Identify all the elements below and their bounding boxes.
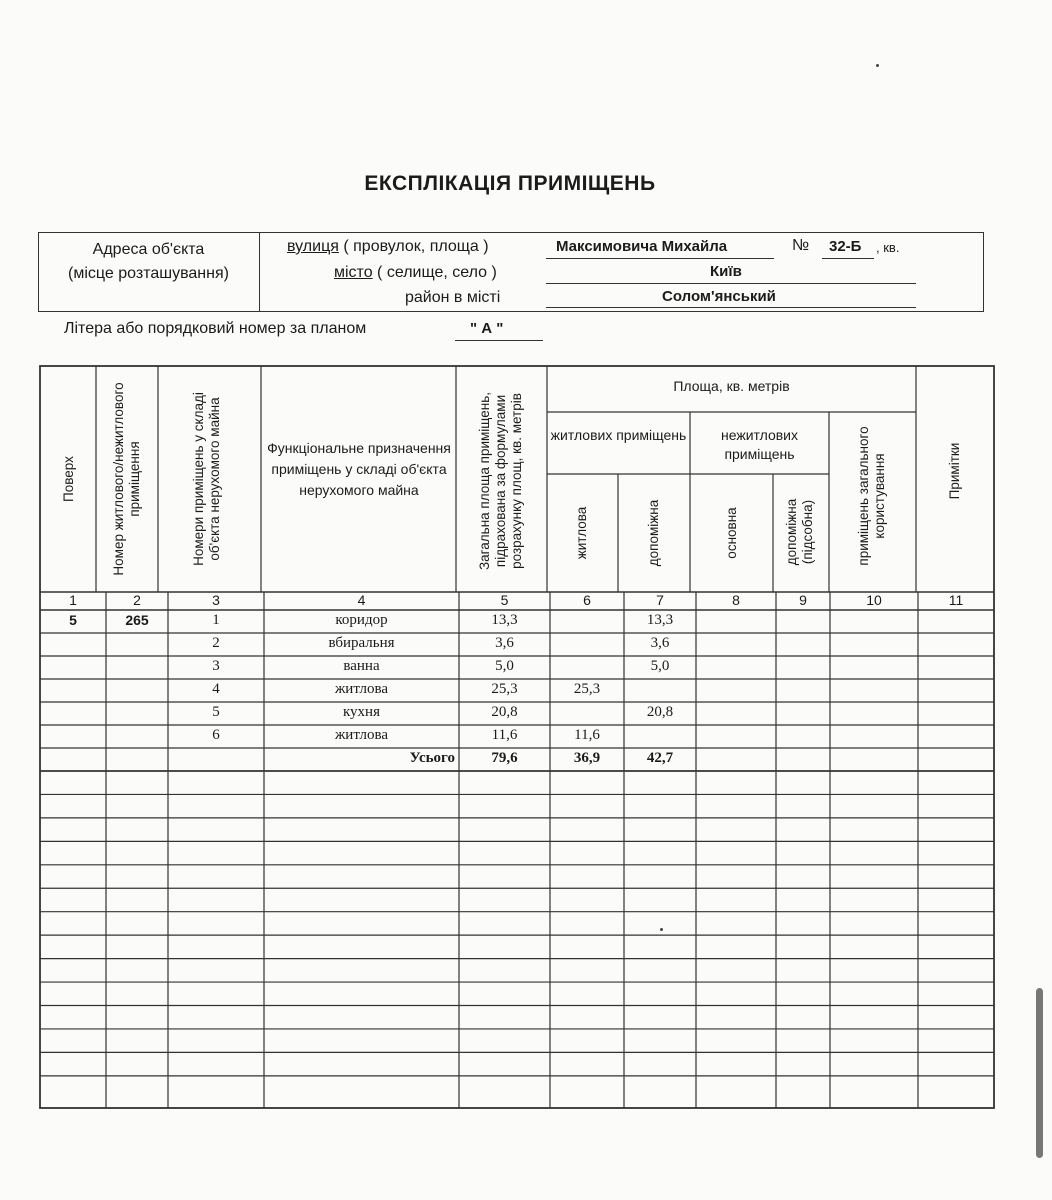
scrollbar-thumb[interactable]: [1036, 988, 1043, 1158]
apartment-label: , кв.: [876, 240, 900, 255]
room-number-cell: 6: [212, 727, 220, 743]
city-label: [334, 264, 497, 282]
street-value: Максимовича Михайла: [556, 238, 728, 255]
floor-cell: 5: [69, 612, 77, 628]
total-area-cell: 11,6: [491, 727, 518, 743]
number-label: №: [792, 237, 810, 254]
function-cell: житлова: [334, 727, 389, 743]
column-number: 11: [948, 592, 964, 608]
function-cell: кухня: [342, 704, 380, 720]
total-area-cell: 13,3: [491, 612, 518, 628]
header-residential-group: житлових приміщень: [550, 427, 687, 443]
city-underline: [546, 283, 916, 284]
street-underline: [546, 258, 774, 259]
function-cell: житлова: [334, 681, 389, 697]
residential-area-cell: 25,3: [573, 681, 601, 697]
number-value: 32-Б: [829, 238, 862, 255]
auxiliary-area-cell: 13,3: [646, 612, 674, 628]
header-notes: Примітки: [947, 442, 962, 500]
column-number: 4: [357, 592, 366, 608]
residential-area-cell: 11,6: [574, 727, 600, 743]
column-number: 9: [799, 592, 807, 608]
total-area-cell: 5,0: [495, 658, 514, 674]
room-number-cell: 1: [212, 612, 220, 628]
column-number: 5: [500, 592, 509, 608]
column-number: 6: [583, 592, 591, 608]
street-label-underlined: вулиця: [287, 238, 339, 255]
auxiliary-area-cell: 5,0: [650, 658, 670, 674]
header-room-numbers: Номери приміщень у складі об'єкта нерухомого майна: [191, 392, 222, 566]
header-function: Функціональне призначення приміщень у складі об'єкта нерухомого майна: [267, 440, 451, 498]
total-area-cell: 25,3: [491, 681, 518, 697]
totals-label: Усього: [409, 750, 455, 766]
totals-total-area: 79,6: [491, 750, 518, 766]
function-cell: вбиральня: [328, 635, 395, 651]
totals-residential: 36,9: [573, 750, 601, 766]
total-area-cell: 3,6: [495, 635, 514, 651]
city-value: Київ: [710, 263, 742, 280]
header-residential: житлова: [574, 506, 589, 560]
document-title: ЕКСПЛІКАЦІЯ ПРИМІЩЕНЬ: [364, 172, 656, 195]
header-auxiliary-nonres: допоміжна (підсобна): [784, 498, 815, 566]
column-number: 7: [656, 592, 664, 608]
room-number-cell: 3: [212, 658, 220, 674]
city-label-rest: ( селище, село ): [372, 264, 497, 281]
header-unit-number: Номер житлового/нежитлового приміщення: [111, 382, 142, 576]
column-number: 1: [69, 592, 77, 608]
header-nonresidential-group: нежитлових приміщень: [720, 427, 799, 462]
street-label: [287, 238, 489, 256]
column-number: 10: [866, 592, 882, 608]
district-value: Солом'янський: [662, 288, 776, 305]
scan-speck-2: [660, 928, 663, 931]
litera-value: " А ": [470, 320, 504, 337]
auxiliary-area-cell: 20,8: [646, 704, 674, 720]
litera-label: Літера або порядковий номер за планом: [64, 320, 367, 337]
address-left-label: [38, 232, 260, 312]
unit-number-cell: 265: [125, 612, 149, 628]
city-label-underlined: місто: [334, 264, 373, 281]
header-main: основна: [724, 507, 739, 559]
room-number-cell: 2: [212, 635, 220, 651]
auxiliary-area-cell: 3,6: [650, 635, 670, 651]
header-floor: Поверх: [61, 456, 76, 502]
column-number: 8: [732, 592, 740, 608]
room-number-cell: 5: [212, 704, 220, 720]
function-cell: коридор: [335, 612, 388, 628]
column-number: 3: [212, 592, 220, 608]
room-number-cell: 4: [212, 681, 220, 697]
address-label-line-2: (місце розташування): [68, 265, 229, 282]
header-total-area: Загальна площа приміщень, підрахована за формулами розрахунку площ, кв. метрів: [477, 392, 524, 570]
district-underline: [546, 307, 916, 308]
header-auxiliary: допоміжна: [646, 499, 661, 567]
address-label-line-1: Адреса об'єкта: [92, 241, 205, 258]
district-label: район в місті: [405, 289, 501, 306]
scan-speck: [876, 64, 879, 67]
function-cell: ванна: [343, 658, 380, 674]
street-label-rest: ( провулок, площа ): [338, 238, 489, 255]
column-number: 2: [133, 592, 141, 608]
header-common-use: приміщень загального користування: [856, 426, 887, 566]
totals-auxiliary: 42,7: [646, 750, 674, 766]
number-underline: [822, 258, 874, 259]
litera-underline: [455, 340, 543, 341]
header-area-group: Площа, кв. метрів: [673, 378, 790, 394]
total-area-cell: 20,8: [491, 704, 518, 720]
